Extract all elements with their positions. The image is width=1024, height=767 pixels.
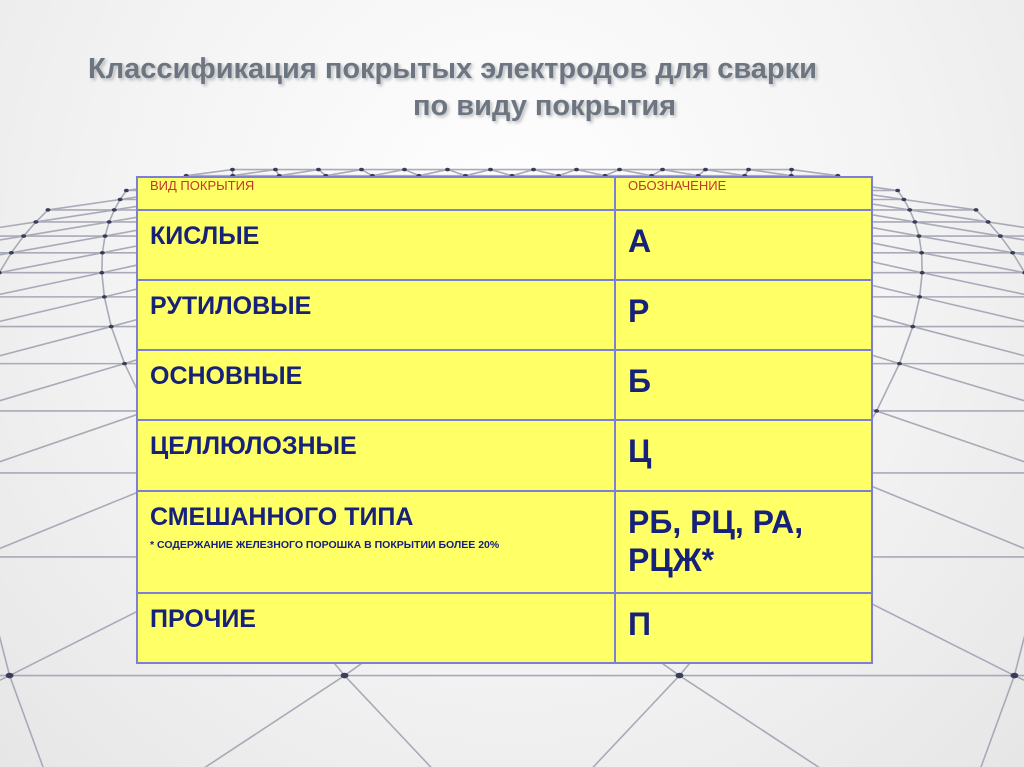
grid-line (1014, 676, 1024, 767)
grid-line (922, 273, 1024, 297)
coating-type-cell (137, 491, 615, 593)
grid-line (877, 364, 900, 411)
coating-type-other: ПРОЧИЕ (150, 604, 256, 633)
grid-line (447, 170, 465, 176)
grid-line (1000, 236, 1024, 253)
designation-cell (615, 420, 872, 490)
grid-line (910, 210, 988, 222)
designation-cell (615, 210, 872, 280)
grid-line (512, 170, 534, 176)
grid-line (465, 170, 490, 176)
grid-node (617, 168, 622, 172)
grid-node (9, 251, 14, 255)
coating-type-mixed: СМЕШАННОГО ТИПА (150, 502, 414, 531)
coating-type-cellulose: ЦЕЛЛЮЛОЗНЫЕ (150, 432, 357, 461)
designation-basic: Б (628, 363, 651, 400)
grid-line (922, 253, 923, 273)
grid-line (0, 253, 102, 273)
header-designation: ОБОЗНАЧЕНИЕ (615, 177, 872, 210)
grid-node (874, 409, 879, 413)
grid-line (0, 236, 24, 253)
grid-line (899, 327, 912, 364)
grid-node (974, 208, 979, 212)
grid-node (895, 189, 900, 193)
grid-line (913, 297, 920, 327)
classification-table (136, 176, 873, 664)
grid-node (118, 198, 123, 202)
grid-line (534, 170, 559, 176)
coating-type-cell (137, 420, 615, 490)
grid-line (345, 676, 512, 767)
grid-line (749, 170, 792, 176)
grid-line (36, 210, 114, 222)
grid-node (109, 325, 114, 329)
grid-node (273, 168, 278, 172)
grid-line (11, 236, 105, 253)
grid-line (877, 411, 1024, 473)
grid-line (0, 676, 10, 767)
designation-cell (615, 491, 872, 593)
grid-node (488, 168, 493, 172)
grid-node (445, 168, 450, 172)
grid-line (792, 170, 838, 176)
grid-line (919, 236, 1013, 253)
grid-node (912, 220, 917, 224)
grid-node (920, 271, 925, 275)
grid-line (326, 170, 362, 176)
grid-line (913, 327, 1024, 364)
grid-line (490, 170, 512, 176)
grid-line (663, 170, 699, 176)
grid-node (986, 220, 991, 224)
slide-title-line-1: Классификация покрытых электродов для сварки (88, 53, 817, 85)
grid-node (531, 168, 536, 172)
grid-line (512, 676, 679, 767)
grid-line (0, 364, 125, 411)
grid-line (919, 236, 922, 253)
grid-node (33, 220, 38, 224)
coating-type-cell (137, 593, 615, 663)
grid-node (897, 362, 902, 366)
designation-cell (615, 280, 872, 350)
grid-node (230, 168, 235, 172)
grid-line (48, 200, 120, 210)
grid-node (907, 208, 912, 212)
designation-cellulose: Ц (628, 433, 652, 470)
grid-line (186, 170, 232, 176)
designation-cell (615, 593, 872, 663)
grid-line (102, 236, 105, 253)
grid-line (109, 210, 114, 222)
grid-line (920, 297, 1024, 327)
designation-cell (615, 350, 872, 420)
grid-line (419, 170, 448, 176)
grid-node (316, 168, 321, 172)
grid-line (679, 676, 949, 767)
grid-node (122, 362, 127, 366)
grid-node (746, 168, 751, 172)
grid-line (706, 170, 745, 176)
table-row (137, 420, 872, 490)
grid-node (703, 168, 708, 172)
grid-line (559, 170, 577, 176)
grid-node (21, 234, 26, 238)
grid-node (998, 234, 1003, 238)
grid-node (107, 220, 112, 224)
coating-type-basic: ОСНОВНЫЕ (150, 362, 303, 391)
grid-node (1010, 251, 1015, 255)
grid-line (1013, 253, 1024, 273)
table-row (137, 350, 872, 420)
grid-node (910, 325, 915, 329)
grid-node (402, 168, 407, 172)
grid-node (99, 271, 104, 275)
coating-type-cell (137, 280, 615, 350)
grid-line (577, 170, 606, 176)
grid-node (0, 271, 2, 275)
designation-other: П (628, 605, 651, 642)
grid-line (0, 297, 104, 327)
grid-node (660, 168, 665, 172)
grid-line (950, 676, 1015, 767)
grid-line (404, 170, 418, 176)
table-row (137, 593, 872, 663)
grid-node (789, 168, 794, 172)
grid-line (104, 297, 111, 327)
table-row (137, 210, 872, 280)
mixed-type-footnote: * СОДЕРЖАНИЕ ЖЕЛЕЗНОГО ПОРОШКА В ПОКРЫТИИ БОЛЕЕ 20% (150, 538, 500, 551)
slide-title-line-2: по виду покрытия (413, 90, 677, 122)
grid-line (920, 273, 923, 297)
grid-line (10, 676, 75, 767)
grid-node (901, 198, 906, 202)
grid-line (105, 222, 109, 236)
grid-node (45, 208, 50, 212)
grid-line (1014, 557, 1024, 676)
coating-type-cell (137, 210, 615, 280)
grid-node (100, 251, 105, 255)
coating-type-acid: КИСЛЫЕ (150, 222, 260, 251)
grid-line (102, 253, 103, 273)
grid-line (904, 200, 976, 210)
grid-line (0, 411, 147, 473)
grid-line (915, 222, 919, 236)
header-coating-type: ВИД ПОКРЫТИЯ (137, 177, 615, 210)
coating-type-rutile: РУТИЛОВЫЕ (150, 292, 312, 321)
grid-node (574, 168, 579, 172)
grid-line (24, 222, 110, 236)
grid-node (6, 673, 14, 679)
grid-line (620, 170, 652, 176)
table-header-row (137, 177, 872, 210)
grid-node (341, 673, 349, 679)
table-row (137, 491, 872, 593)
grid-line (233, 170, 276, 176)
grid-node (124, 189, 129, 193)
coating-type-cell (137, 350, 615, 420)
grid-line (605, 170, 619, 176)
grid-line (922, 253, 1024, 273)
grid-line (915, 222, 1001, 236)
grid-line (899, 364, 1024, 411)
grid-line (279, 170, 318, 176)
grid-line (910, 210, 915, 222)
grid-node (359, 168, 364, 172)
grid-line (75, 676, 345, 767)
grid-line (0, 253, 11, 273)
grid-line (0, 557, 10, 676)
designation-acid: А (628, 223, 652, 260)
grid-node (112, 208, 117, 212)
table-row (137, 280, 872, 350)
grid-node (917, 295, 922, 299)
grid-line (0, 327, 111, 364)
designation-rutile: Р (628, 293, 650, 330)
grid-node (919, 251, 924, 255)
grid-line (111, 327, 124, 364)
grid-node (103, 234, 108, 238)
grid-line (102, 273, 105, 297)
designation-mixed: РБ, РЦ, РА, РЦЖ* (628, 503, 804, 578)
grid-line (0, 273, 102, 297)
grid-node (1010, 673, 1018, 679)
grid-node (102, 295, 107, 299)
grid-line (372, 170, 404, 176)
grid-node (676, 673, 684, 679)
grid-node (916, 234, 921, 238)
